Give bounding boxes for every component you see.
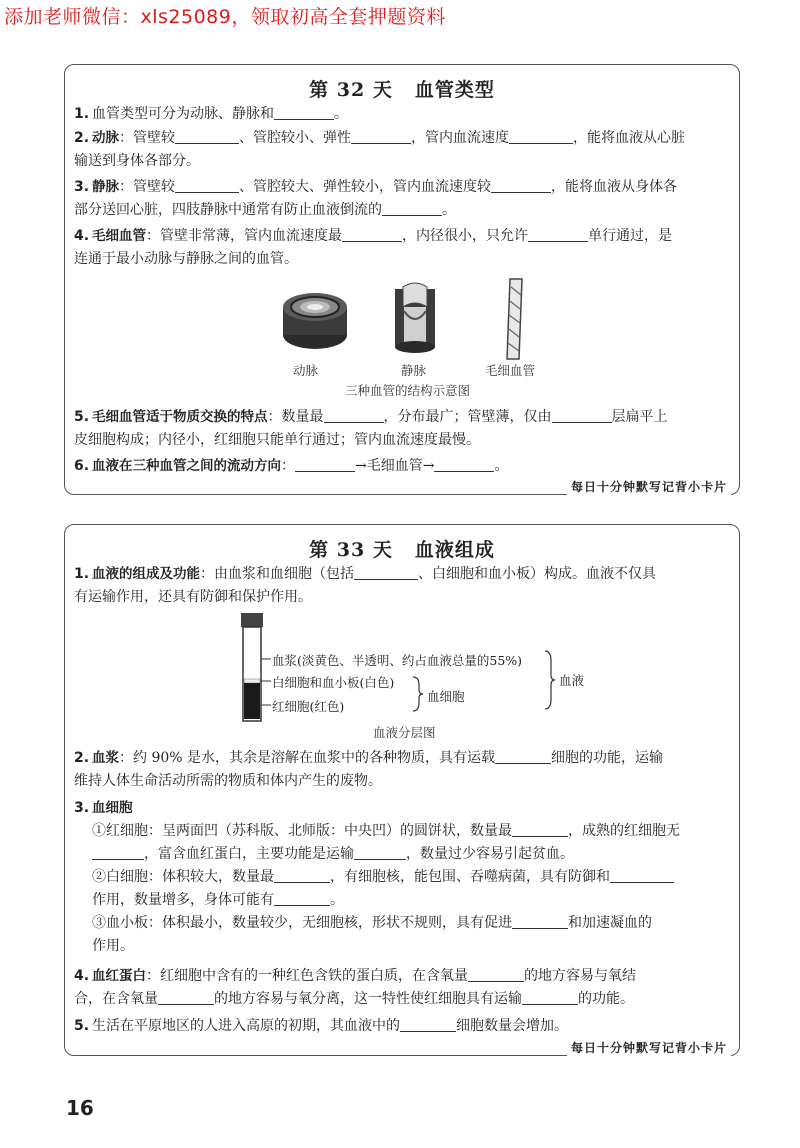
question-number: 1.: [74, 566, 90, 582]
answer-blank[interactable]: [400, 1017, 456, 1032]
answer-blank[interactable]: [351, 129, 411, 144]
title-day: 第 32 天: [309, 79, 393, 101]
cells-brace-icon: [411, 675, 425, 713]
blood-label: 血液: [559, 673, 585, 688]
title-topic: 血管类型: [414, 79, 495, 101]
question-text: 的地方容易与氧分离，这一特性使红细胞具有运输: [214, 991, 522, 1007]
sub-text: ①红细胞：呈两面凹（苏科版、北师版：中央凹）的圆饼状，数量最: [92, 823, 512, 839]
figure-caption: 血液分层图: [373, 725, 436, 740]
answer-blank[interactable]: [354, 565, 418, 580]
question-text: ：约 90% 是水，其余是溶解在血浆中的各种物质，具有运载: [119, 750, 496, 766]
keyword: 动脉: [92, 130, 119, 146]
question-text: 、管腔较大、弹性较小，管内血流速度较: [239, 179, 491, 195]
keyword: 血细胞: [92, 800, 133, 816]
card-day-33: [64, 524, 740, 1056]
answer-blank[interactable]: [274, 868, 330, 883]
question-4: [74, 965, 729, 1011]
question-number: 3.: [74, 800, 90, 816]
answer-blank[interactable]: [491, 178, 551, 193]
question-text: 细胞数量会增加。: [456, 1018, 568, 1034]
question-number: 4.: [74, 228, 90, 244]
keyword: 血液的组成及功能: [92, 566, 200, 582]
sub-text: ②白细胞：体积较大，数量最: [92, 869, 274, 885]
figure-caption: 三种血管的结构示意图: [345, 383, 471, 398]
blood-brace-icon: [543, 649, 557, 711]
sub-text: ，有细胞核，能包围、吞噬病菌，具有防御和: [330, 869, 610, 885]
sub-text: ，数量过少容易引起贫血。: [406, 846, 574, 862]
answer-blank[interactable]: [92, 845, 144, 860]
question-text: 连通于最小动脉与静脉之间的血管。: [74, 251, 298, 267]
question-text: ：: [281, 458, 295, 474]
question-text: ，管内血流速度: [411, 130, 509, 146]
answer-blank[interactable]: [512, 822, 568, 837]
question-2: [74, 127, 729, 173]
rbc-label: 红细胞(红色): [272, 699, 345, 714]
figure-label-artery: 动脉: [293, 363, 319, 378]
question-3: [74, 797, 729, 958]
question-text: 细胞的功能，运输: [551, 750, 664, 766]
keyword: 血液在三种血管之间的流动方向: [92, 458, 281, 474]
sub-text: 作用。: [92, 938, 134, 954]
answer-blank[interactable]: [522, 990, 578, 1005]
sub-text: 。: [330, 892, 344, 908]
question-text: ：数量最: [267, 409, 324, 425]
plasma-label: 血浆(淡黄色、半透明、约占血液总量的55%): [272, 653, 523, 668]
sub-text: ，富含血红蛋白，主要功能是运输: [144, 846, 354, 862]
keyword: 血浆: [92, 750, 119, 766]
sub-text: ，成熟的红细胞无: [568, 823, 680, 839]
answer-blank[interactable]: [274, 891, 330, 906]
answer-blank[interactable]: [495, 749, 551, 764]
question-text: 。: [494, 458, 509, 474]
answer-blank[interactable]: [175, 129, 239, 144]
card-title: [65, 75, 739, 103]
question-text: ，能将血液从身体各: [551, 179, 677, 195]
question-text: 单行通过，是: [588, 228, 672, 244]
question-text: 输送到身体各部分。: [74, 153, 200, 169]
vessel-figure: [275, 277, 575, 367]
answer-blank[interactable]: [382, 201, 442, 216]
watermark-text: 添加老师微信：xls25089，领取初高全套押题资料: [4, 6, 446, 28]
title-day: 第 33 天: [309, 539, 393, 561]
question-text: 。: [442, 202, 456, 218]
card-footer-tag: 每日十分钟默写记背小卡片: [567, 478, 731, 495]
question-text: 血管类型可分为动脉、静脉和: [92, 106, 274, 122]
question-text: 合，在含氧量: [74, 991, 158, 1007]
question-number: 4.: [74, 968, 90, 984]
question-text: 皮细胞构成；内径小，红细胞只能单行通过；管内血流速度最慢。: [74, 432, 480, 448]
question-4: [74, 225, 729, 271]
question-number: 5.: [74, 1018, 90, 1034]
card-title: [65, 535, 739, 563]
capillary-illustration: [507, 279, 522, 359]
question-text: ：由血浆和血细胞（包括: [200, 566, 354, 582]
answer-blank[interactable]: [175, 178, 239, 193]
answer-blank[interactable]: [512, 914, 568, 929]
keyword: 血红蛋白: [92, 968, 146, 984]
question-text: 维持人体生命活动所需的物质和体内产生的废物。: [74, 773, 382, 789]
question-text: 部分送回心脏，四肢静脉中通常有防止血液倒流的: [74, 202, 382, 218]
answer-blank[interactable]: [354, 845, 406, 860]
vein-illustration: [395, 283, 435, 353]
title-topic: 血液组成: [414, 539, 495, 561]
answer-blank[interactable]: [468, 967, 524, 982]
question-number: 6.: [74, 458, 90, 474]
keyword: 静脉: [92, 179, 119, 195]
keyword: 毛细血管: [92, 228, 146, 244]
card-day-32: [64, 64, 740, 495]
question-6: [74, 455, 729, 478]
artery-illustration: [283, 293, 347, 349]
question-text: 层扁平上: [611, 409, 668, 425]
answer-blank[interactable]: [552, 408, 612, 423]
answer-blank[interactable]: [274, 105, 334, 120]
question-text: ：管壁非常薄，管内血流速度最: [146, 228, 342, 244]
keyword: 毛细血管适于物质交换的特点: [92, 409, 268, 425]
question-number: 2.: [74, 130, 90, 146]
question-number: 2.: [74, 750, 90, 766]
wbc-label: 白细胞和血小板(白色): [272, 675, 395, 690]
question-5: [74, 1015, 729, 1038]
test-tube-illustration: [233, 613, 273, 725]
sub-text: 作用，数量增多，身体可能有: [92, 892, 274, 908]
answer-blank[interactable]: [434, 457, 494, 472]
question-2: [74, 747, 729, 793]
cells-label: 血细胞: [427, 689, 465, 704]
question-text: 、管腔较小、弹性: [239, 130, 351, 146]
sub-text: ③血小板：体积最小，数量较少，无细胞核，形状不规则，具有促进: [92, 915, 512, 931]
page-number: 16: [66, 1096, 94, 1120]
answer-blank[interactable]: [158, 990, 214, 1005]
question-number: 1.: [74, 106, 90, 122]
question-5: [74, 406, 729, 452]
answer-blank[interactable]: [509, 129, 573, 144]
answer-blank[interactable]: [324, 408, 384, 423]
question-text: 、白细胞和血小板）构成。血液不仅具: [418, 566, 656, 582]
answer-blank[interactable]: [528, 227, 588, 242]
question-text: ，分布最广；管壁薄，仅由: [383, 409, 552, 425]
question-text: 的地方容易与氧结: [524, 968, 636, 984]
question-text: ：红细胞中含有的一种红色含铁的蛋白质，在含氧量: [146, 968, 468, 984]
question-number: 5.: [74, 409, 90, 425]
question-number: 3.: [74, 179, 90, 195]
figure-label-capillary: 毛细血管: [485, 363, 536, 378]
answer-blank[interactable]: [610, 868, 674, 883]
question-1: [74, 563, 729, 609]
question-text: →毛细血管→: [355, 458, 435, 474]
question-text: 。: [334, 106, 348, 122]
answer-blank[interactable]: [295, 457, 355, 472]
question-text: 有运输作用，还具有防御和保护作用。: [74, 589, 312, 605]
sub-text: 和加速凝血的: [568, 915, 652, 931]
question-1: [74, 103, 729, 126]
answer-blank[interactable]: [342, 227, 402, 242]
question-text: ，内径很小，只允许: [402, 228, 528, 244]
card-footer-tag: 每日十分钟默写记背小卡片: [567, 1039, 731, 1056]
question-text: 的功能。: [578, 991, 634, 1007]
question-text: ：管壁较: [119, 130, 175, 146]
question-3: [74, 176, 729, 222]
question-text: ：管壁较: [119, 179, 175, 195]
figure-label-vein: 静脉: [401, 363, 427, 378]
question-text: 生活在平原地区的人进入高原的初期，其血液中的: [92, 1018, 400, 1034]
question-text: ，能将血液从心脏: [573, 130, 685, 146]
